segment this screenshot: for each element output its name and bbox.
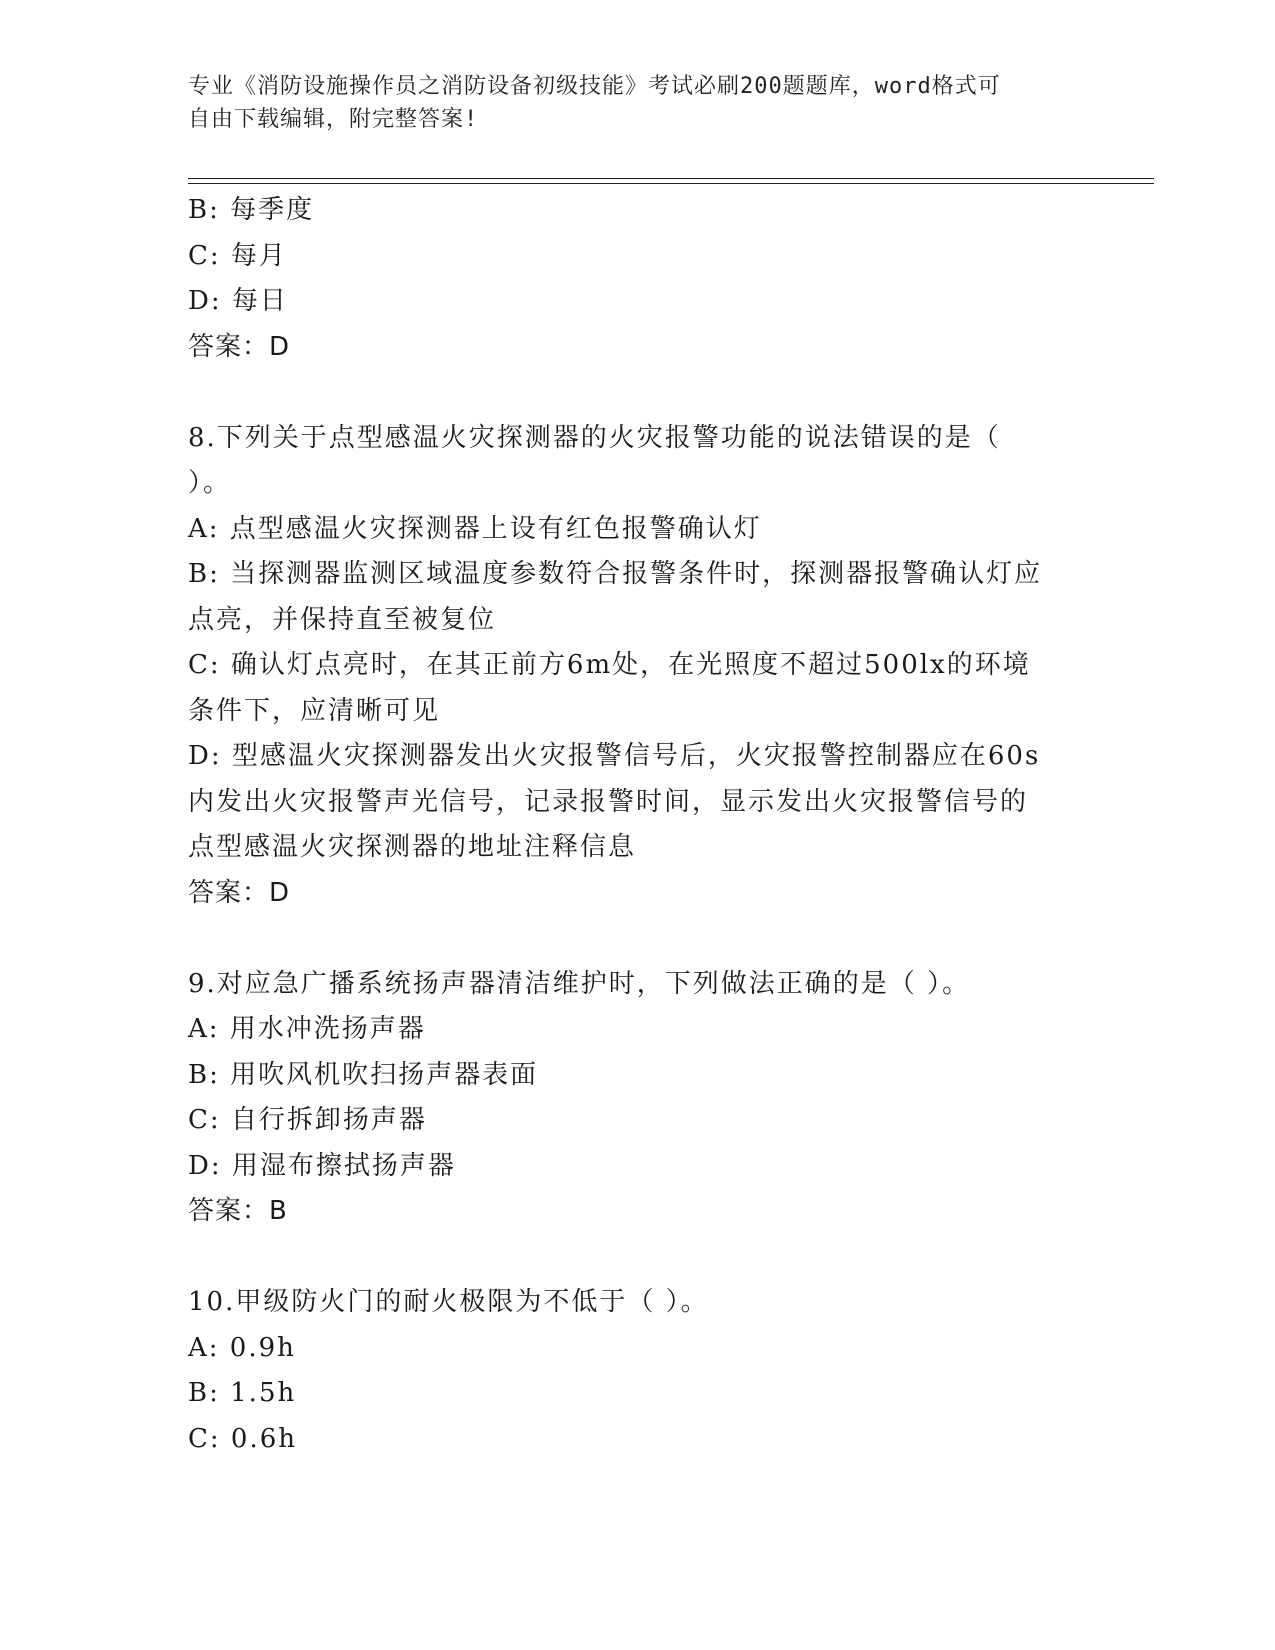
question-stem: 9.对应急广播系统扬声器清洁维护时，下列做法正确的是（ ）。 — [188, 968, 971, 999]
spacer — [188, 370, 1088, 416]
question-8 — [188, 416, 1088, 917]
question-9 — [188, 962, 1088, 1235]
document-header — [188, 70, 1068, 136]
option-a: A: 点型感温火灾探测器上设有红色报警确认灯 — [188, 513, 762, 544]
header-rule-top — [188, 178, 1154, 179]
option-d: D: 每日 — [188, 286, 288, 316]
option-b: B: 1.5h — [188, 1378, 297, 1408]
option-c-continued: 条件下，应清晰可见 — [188, 695, 441, 726]
spacer — [188, 1235, 1088, 1281]
question-7-tail — [188, 188, 1088, 370]
option-d: D: 用湿布擦拭扬声器 — [188, 1150, 456, 1181]
option-c: C: 确认灯点亮时，在其正前方6m处，在光照度不超过500lx的环境 — [188, 650, 1031, 680]
option-b: B: 每季度 — [188, 195, 315, 225]
answer-line: 答案：B — [188, 1196, 288, 1226]
option-b: B: 用吹风机吹扫扬声器表面 — [188, 1059, 539, 1090]
option-d-continued: 内发出火灾报警声光信号，记录报警时间，显示发出火灾报警信号的 — [188, 786, 1029, 817]
option-c: C: 每月 — [188, 240, 287, 271]
answer-line: 答案：D — [188, 877, 291, 908]
option-b-continued: 点亮，并保持直至被复位 — [188, 604, 497, 635]
option-a: A: 用水冲洗扬声器 — [188, 1014, 426, 1044]
question-stem: 10.甲级防火门的耐火极限为不低于（ ）。 — [188, 1287, 709, 1317]
option-d: D: 型感温火灾探测器发出火灾报警信号后，火灾报警控制器应在60s — [188, 741, 1041, 771]
option-c: C: 自行拆卸扬声器 — [188, 1105, 427, 1135]
question-stem: 8.下列关于点型感温火灾探测器的火灾报警功能的说法错误的是（ — [188, 422, 1001, 453]
header-line-2: 自由下载编辑，附完整答案! — [188, 107, 479, 132]
document-body — [188, 188, 1088, 1462]
option-d-continued: 点型感温火灾探测器的地址注释信息 — [188, 832, 637, 862]
header-line-1: 专业《消防设施操作员之消防设备初级技能》考试必刷200题题库，word格式可 — [188, 74, 1001, 99]
header-rule-bottom — [188, 183, 1154, 184]
spacer — [188, 916, 1088, 962]
question-stem-continued: ）。 — [188, 468, 232, 498]
question-10 — [188, 1280, 1088, 1462]
option-a: A: 0.9h — [188, 1332, 296, 1363]
option-b: B: 当探测器监测区域温度参数符合报警条件时，探测器报警确认灯应 — [188, 559, 1043, 589]
option-c: C: 0.6h — [188, 1423, 298, 1454]
answer-line: 答案：D — [188, 331, 291, 362]
